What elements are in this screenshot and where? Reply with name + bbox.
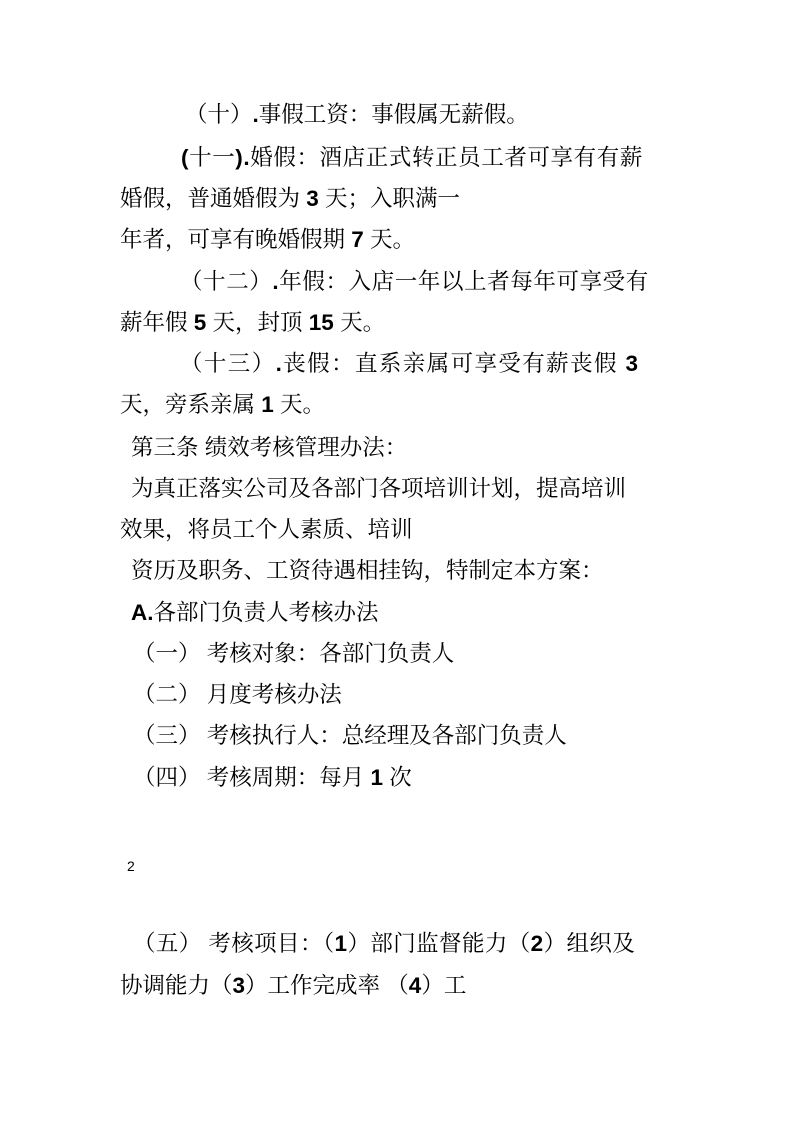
list-item: （四） 考核周期：每月 1 次 bbox=[133, 765, 412, 790]
paragraph-line: （十）.事假工资：事假属无薪假。 bbox=[185, 102, 529, 127]
list-item: （一） 考核对象：各部门负责人 bbox=[133, 641, 455, 666]
paragraph-line: 年者，可享有晚婚假期 7 天。 bbox=[120, 227, 416, 252]
paragraph-line: （十三）.丧假：直系亲属可享受有薪丧假 3 bbox=[180, 351, 640, 376]
list-item: （三） 考核执行人：总经理及各部门负责人 bbox=[133, 723, 567, 748]
paragraph-line: 薪年假 5 天，封顶 15 天。 bbox=[120, 310, 386, 335]
paragraph-line: 婚假，普通婚假为 3 天；入职满一 bbox=[120, 186, 461, 211]
paragraph-line: 协调能力（3）工作完成率 （4）工 bbox=[120, 973, 467, 998]
paragraph-line: （十二）.年假：入店一年以上者每年可享受有 bbox=[180, 269, 649, 294]
subsection-heading: A.各部门负责人考核办法 bbox=[131, 600, 379, 625]
paragraph-line: (十一).婚假：酒店正式转正员工者可享有有薪 bbox=[181, 145, 643, 170]
paragraph-line: 天，旁系亲属 1 天。 bbox=[120, 392, 326, 417]
list-item: （五） 考核项目：（1）部门监督能力（2）组织及 bbox=[133, 931, 636, 956]
list-item: （二） 月度考核办法 bbox=[133, 682, 342, 707]
page-number: 2 bbox=[127, 858, 135, 874]
paragraph-line: 为真正落实公司及各部门各项培训计划，提高培训 bbox=[131, 476, 627, 501]
paragraph-line: 资历及职务、工资待遇相挂钩，特制定本方案： bbox=[131, 558, 604, 583]
paragraph-line: 效果，将员工个人素质、培训 bbox=[120, 517, 413, 542]
section-heading: 第三条 绩效考核管理办法： bbox=[131, 435, 408, 460]
